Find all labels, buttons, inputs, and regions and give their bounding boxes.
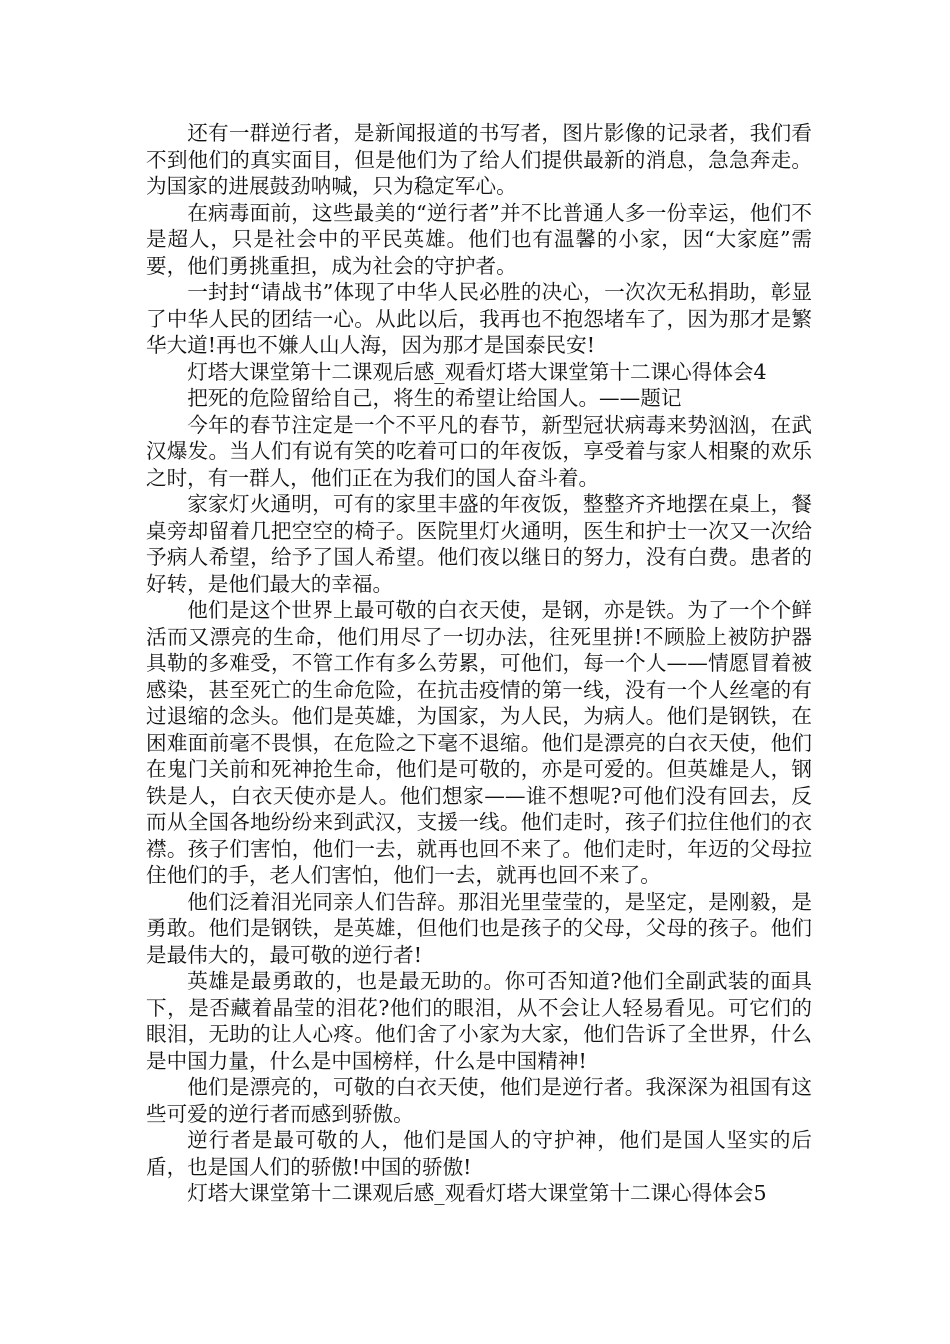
paragraph-heroes: 在病毒面前，这些最美的“逆行者”并不比普通人多一份幸运，他们不是超人，只是社会中的平民英雄。他们也有温馨的小家，因“大家庭”需要，他们勇挑重担，成为社会的守护者。 (146, 200, 812, 278)
section-heading-4: 灯塔大课堂第十二课观后感_观看灯塔大课堂第十二课心得体会4 (187, 359, 767, 384)
paragraph-guardians: 逆行者是最可敬的人，他们是国人的守护神，他们是国人坚实的后盾，也是国人们的骄傲!中国的骄傲! (146, 1128, 812, 1179)
paragraph-petition: 一封封“请战书”体现了中华人民必胜的决心，一次次无私捐助，彰显了中华人民的团结一心。从此以后，我再也不抱怨堵车了，因为那才是繁华大道!再也不嫌人山人海，因为那才是国泰民安! (146, 280, 812, 357)
paragraph-journalists: 还有一群逆行者，是新闻报道的书写者，图片影像的记录者，我们看不到他们的真实面目，但是他们为了给人们提供最新的消息，急急奔走。为国家的进展鼓劲呐喊，只为稳定军心。 (146, 121, 812, 198)
paragraph-proud: 他们是漂亮的，可敬的白衣天使，他们是逆行者。我深深为祖国有这些可爱的逆行者而感到骄傲。 (146, 1075, 812, 1126)
paragraph-lights: 家家灯火通明，可有的家里丰盛的年夜饭，整整齐齐地摆在桌上，餐桌旁却留着几把空空的椅子。医院里灯火通明，医生和护士一次又一次给予病人希望，给予了国人希望。他们夜以继日的努力，没有白费。患者的好转，是他们最大的幸福。 (146, 492, 812, 596)
paragraph-epigraph: 把死的危险留给自己，将生的希望让给国人。——题记 (187, 386, 682, 410)
section-heading-5: 灯塔大课堂第十二课观后感_观看灯塔大课堂第十二课心得体会5 (187, 1181, 767, 1205)
document-page (146, 120, 812, 1207)
paragraph-spring-festival: 今年的春节注定是一个不平凡的春节，新型冠状病毒来势汹汹，在武汉爆发。当人们有说有笑的吃着可口的年夜饭，享受着与家人相聚的欢乐之时，有一群人，他们正在为我们的国人奋斗着。 (146, 412, 812, 490)
paragraph-brave: 英雄是最勇敢的，也是最无助的。你可否知道?他们全副武装的面具下，是否藏着晶莹的泪花?他们的眼泪，从不会让人轻易看见。可它们的眼泪，无助的让人心疼。他们舍了小家为大家，他们告诉了全世界，什么是中国力量，什么是中国榜样，什么是中国精神! (146, 969, 812, 1073)
paragraph-farewell: 他们泛着泪光同亲人们告辞。那泪光里莹莹的，是坚定，是刚毅，是勇敢。他们是钢铁，是英雄，但他们也是孩子的父母，父母的孩子。他们是最伟大的，最可敬的逆行者! (146, 889, 812, 967)
paragraph-angels: 他们是这个世界上最可敬的白衣天使，是钢，亦是铁。为了一个个鲜活而又漂亮的生命，他们用尽了一切办法，往死里拼!不顾脸上被防护器具勒的多难受，不管工作有多么劳累，可他们，每一个人——情愿冒着被感染，甚至死亡的生命危险，在抗击疫情的第一线，没有一个人丝毫的有过退缩的念头。他们是英雄，为国家，为人民，为病人。他们是钢铁，在困难面前毫不畏惧，在危险之下毫不退缩。他们是漂亮的白衣天使，他们在鬼门关前和死神抢生命，他们是可敬的，亦是可爱的。但英雄是人，钢铁是人，白衣天使亦是人。他们想家——谁不想呢?可他们没有回去，反而从全国各地纷纷来到武汉，支援一线。他们走时，孩子们拉住他们的衣襟。孩子们害怕，他们一去，就再也回不来了。他们走时，年迈的父母拉住他们的手，老人们害怕，他们一去，就再也回不来了。 (146, 598, 812, 887)
